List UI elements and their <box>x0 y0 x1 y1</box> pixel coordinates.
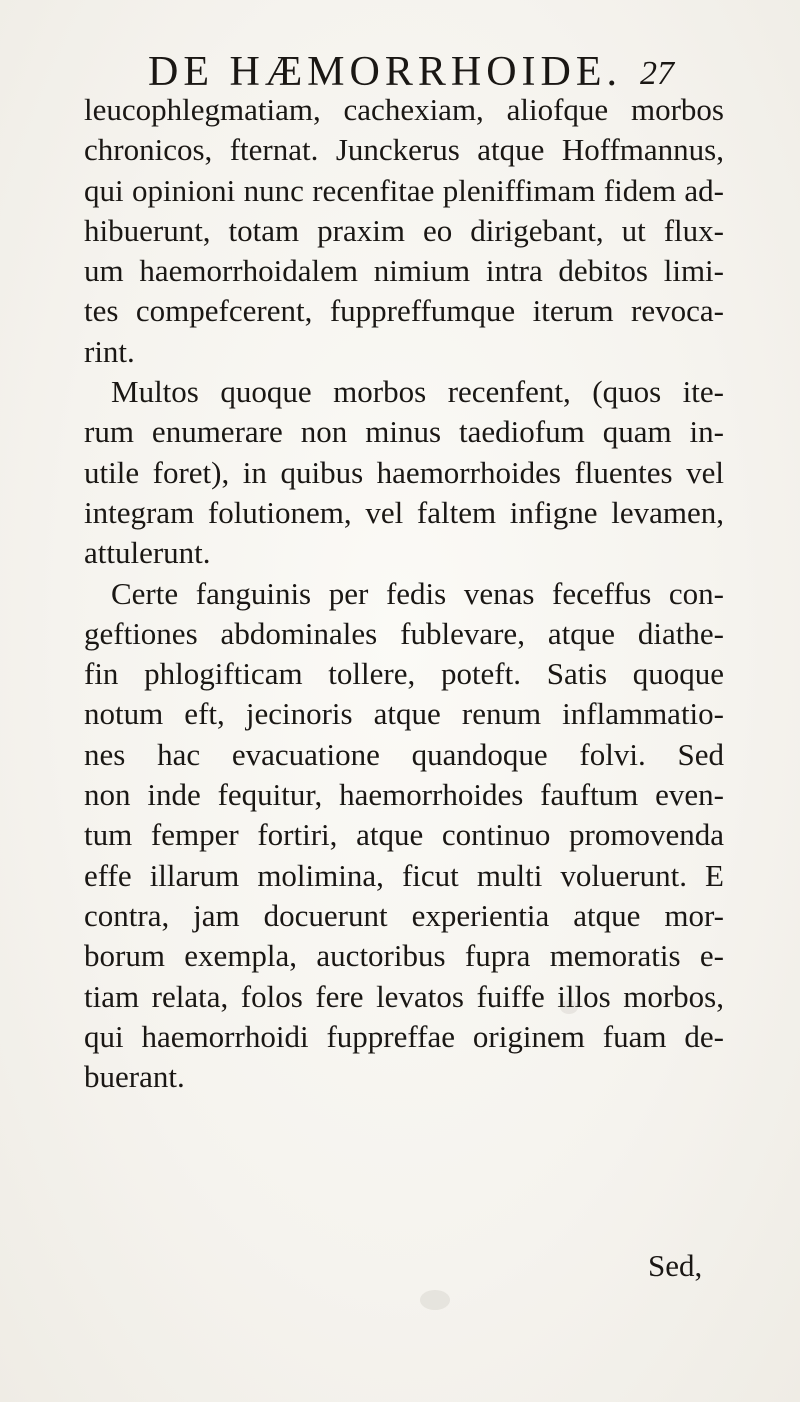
text-line: rum enumerare non minus taediofum quam in- <box>84 414 724 450</box>
text-line: utile foret), in quibus haemorrhoides fluentes vel <box>84 454 724 490</box>
text-line: Multos quoque morbos recenfent, (quos ite- <box>111 374 724 410</box>
text-line: chronicos, fternat. Junckerus atque Hoffmannus, <box>84 132 724 168</box>
text-line: tes compefcerent, fuppreffumque iterum revoca- <box>84 293 724 329</box>
text-line: geftiones abdominales fublevare, atque diathe- <box>84 615 724 651</box>
paper-stain <box>560 1000 578 1014</box>
text-line: hibuerunt, totam praxim eo dirigebant, ut flux- <box>84 212 724 248</box>
paper-stain <box>420 1290 450 1310</box>
text-line: um haemorrhoidalem nimium intra debitos limi- <box>84 253 724 289</box>
running-title: DE HÆMORRHOIDE. <box>148 49 622 95</box>
catchword: Sed, <box>648 1248 703 1283</box>
text-line: tum femper fortiri, atque continuo promovenda <box>84 817 724 853</box>
text-line: effe illarum molimina, ficut multi voluerunt. E <box>84 857 724 893</box>
text-line: leucophlegmatiam, cachexiam, aliofque morbos <box>84 92 724 127</box>
text-line: contra, jam docuerunt experientia atque mor- <box>84 897 724 933</box>
text-line: rint. <box>84 333 135 369</box>
text-line: Certe fanguinis per fedis venas feceffus con- <box>111 575 724 611</box>
text-line: non inde fequitur, haemorrhoides fauftum even- <box>84 777 724 813</box>
text-line: attulerunt. <box>84 535 211 571</box>
text-line: nes hac evacuatione quandoque folvi. Sed <box>84 736 724 772</box>
body-text <box>84 90 724 1097</box>
text-line: buerant. <box>84 1059 185 1095</box>
text-line: borum exempla, auctoribus fupra memoratis e- <box>84 938 724 974</box>
text-line: fin phlogifticam tollere, poteft. Satis quoque <box>84 656 724 692</box>
text-line: notum eft, jecinoris atque renum inflammatio- <box>84 696 724 732</box>
text-line: integram folutionem, vel faltem infigne levamen, <box>84 494 724 530</box>
text-line: tiam relata, folos fere levatos fuiffe illos morbos, <box>84 978 724 1014</box>
text-line: qui haemorrhoidi fuppreffae originem fuam de- <box>84 1018 724 1054</box>
page-number: 27 <box>640 55 674 92</box>
text-line: qui opinioni nunc recenfitae pleniffimam fidem ad- <box>84 172 724 208</box>
